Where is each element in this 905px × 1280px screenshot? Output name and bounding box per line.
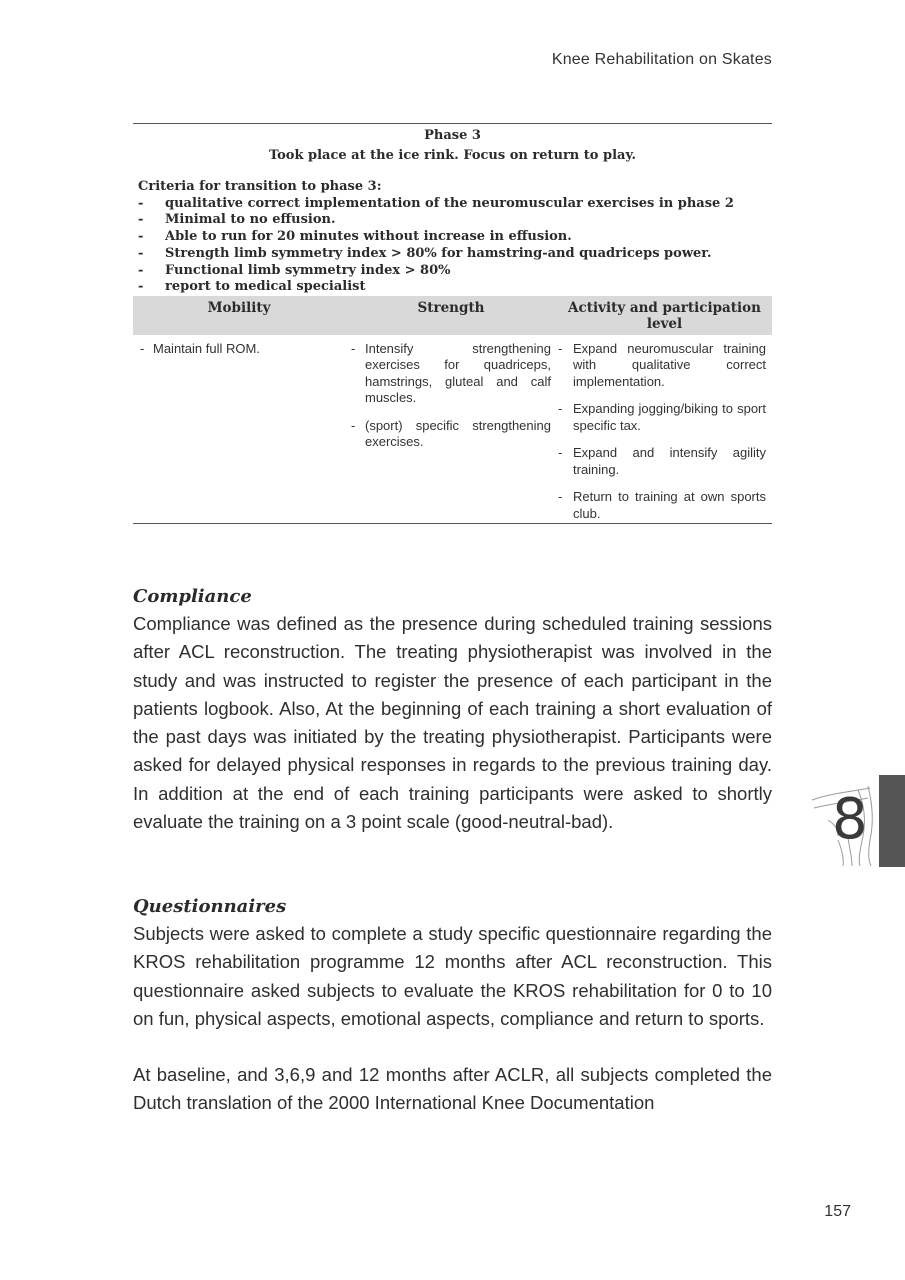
questionnaires-section (133, 894, 772, 1118)
activity-item: - Expand and intensify agility training. (557, 445, 772, 478)
page-number: 157 (824, 1203, 851, 1220)
activity-item: - Expanding jogging/biking to sport specific tax. (557, 401, 772, 434)
activity-item: - Return to training at own sports club. (557, 489, 772, 522)
strength-item: - Intensify strengthening exercises for quadriceps, hamstrings, gluteal and calf muscles. (345, 341, 557, 407)
chapter-tab (879, 775, 905, 867)
criteria-item: - qualitative correct implementation of the neuromuscular exercises in phase 2 (138, 196, 772, 213)
mobility-item: - Maintain full ROM. (133, 341, 345, 358)
mobility-cell (133, 341, 345, 523)
criteria-item: - Functional limb symmetry index > 80% (138, 263, 772, 280)
phase-title: Phase 3 (424, 128, 481, 143)
criteria-block (133, 179, 772, 296)
column-header-strength: Strength (417, 299, 485, 316)
column-header-mobility: Mobility (207, 299, 271, 316)
criteria-item: - Able to run for 20 minutes without increase in effusion. (138, 229, 772, 246)
compliance-heading: Compliance (133, 586, 252, 607)
questionnaires-paragraph: Subjects were asked to complete a study specific questionnaire regarding the KROS rehabilitation programme 12 months after ACL reconstruction. This questionnaire asked subjects to evaluate the KROS rehabilitation for 0 to 10 on fun, physical aspects, emotional aspects, compliance and return to sports. (133, 923, 772, 1029)
strength-item: - (sport) specific strengthening exercises. (345, 418, 557, 451)
column-header-activity: Activity and participation level (568, 299, 761, 332)
criteria-item: - Strength limb symmetry index > 80% for hamstring-and quadriceps power. (138, 246, 772, 263)
compliance-section (133, 584, 772, 836)
activity-cell (557, 341, 772, 523)
criteria-heading: Criteria for transition to phase 3: (138, 179, 382, 194)
chapter-number: 8 (832, 787, 868, 852)
criteria-item: - Minimal to no effusion. (138, 212, 772, 229)
activity-item: - Expand neuromuscular training with qualitative correct implementation. (557, 341, 772, 391)
compliance-paragraph: Compliance was defined as the presence during scheduled training sessions after ACL reconstruction. The treating physiotherapist was involved in the study and was instructed to register the presence of each participant in the patients logbook. Also, At the beginning of each training a short evaluation of the past days was initiated by the treating physiotherapist. Participants were asked for delayed physical responses in regards to the previous training day. In addition at the end of each training participants were asked to shortly evaluate the training on a 3 point scale (good-neutral-bad). (133, 613, 772, 833)
strength-cell (345, 341, 557, 523)
phase-3-table (133, 123, 772, 524)
table-body-row (133, 335, 772, 524)
baseline-paragraph: At baseline, and 3,6,9 and 12 months after ACLR, all subjects completed the Dutch translation of the 2000 International Knee Documentation (133, 1064, 772, 1114)
table-header-row (133, 296, 772, 335)
phase-subtitle: Took place at the ice rink. Focus on return to play. (268, 148, 637, 163)
criteria-list (138, 196, 772, 296)
running-head: Knee Rehabilitation on Skates (551, 51, 772, 68)
criteria-item: - report to medical specialist (138, 279, 772, 296)
questionnaires-heading: Questionnaires (133, 896, 287, 917)
